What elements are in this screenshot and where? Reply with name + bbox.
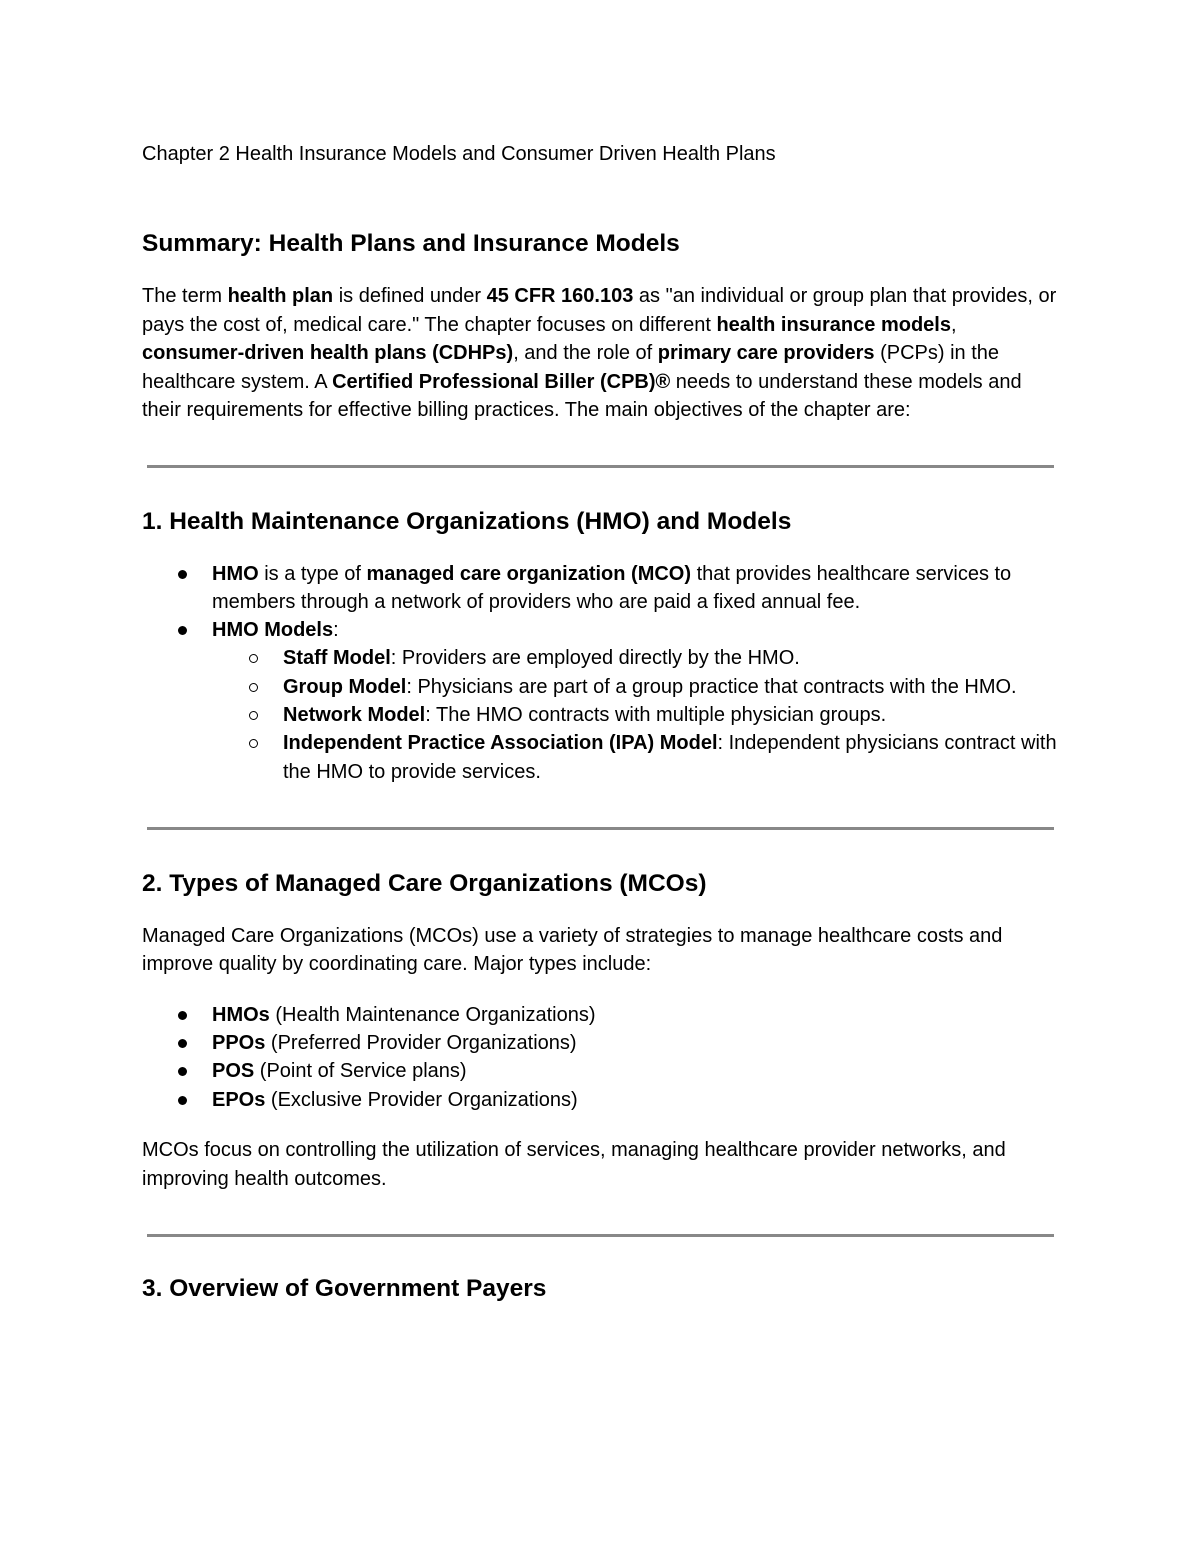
- bullet-icon: [178, 570, 187, 579]
- hmo-models-list: [212, 644, 1058, 785]
- list-item: EPOs (Exclusive Provider Organizations): [142, 1086, 1058, 1114]
- hollow-bullet-icon: [249, 711, 258, 720]
- list-item: HMOs (Health Maintenance Organizations): [142, 1001, 1058, 1029]
- hmo-list: [142, 560, 1058, 786]
- section-2-heading: 2. Types of Managed Care Organizations (MCOs): [142, 869, 707, 897]
- list-item: Independent Practice Association (IPA) Model: Independent physicians contract with the HMO to provide services.: [212, 729, 1058, 786]
- list-item: HMO is a type of managed care organization (MCO) that provides healthcare services to members through a network of providers who are paid a fixed annual fee.: [142, 560, 1058, 617]
- section-1-heading: 1. Health Maintenance Organizations (HMO) and Models: [142, 507, 792, 535]
- bullet-icon: [178, 1067, 187, 1076]
- bullet-icon: [178, 1011, 187, 1020]
- list-item: Staff Model: Providers are employed directly by the HMO.: [212, 644, 1058, 672]
- horizontal-divider: [147, 1234, 1054, 1237]
- document-page: [142, 140, 1058, 1305]
- hollow-bullet-icon: [249, 654, 258, 663]
- document-title: Chapter 2 Health Insurance Models and Consumer Driven Health Plans: [142, 143, 776, 165]
- summary-paragraph: The term health plan is defined under 45 CFR 160.103 as "an individual or group plan that provides, or pays the cost of, medical care." The chapter focuses on different health insurance models, consumer-driven health plans (CDHPs), and the role of primary care providers (PCPs) in the healthcare system. A Certified Professional Biller (CPB)® needs to understand these models and their requirements for effective billing practices. The main objectives of the chapter are:: [142, 285, 1057, 421]
- section-2-outro: MCOs focus on controlling the utilization of services, managing healthcare provider networks, and improving health outcomes.: [142, 1139, 1006, 1190]
- list-item: HMO Models: Staff Model: Providers are employed directly by the HMO. Group Model: Physicians are part of a group practice that contracts with the HMO. Network Model: The HMO contracts with multiple physician groups. Independent Practice Association (IPA) Model: Independent physicians contract with the HMO to provide services.: [142, 616, 1058, 786]
- list-item: POS (Point of Service plans): [142, 1057, 1058, 1085]
- horizontal-divider: [147, 827, 1054, 830]
- mco-types-list: [142, 1001, 1058, 1114]
- horizontal-divider: [147, 465, 1054, 468]
- hollow-bullet-icon: [249, 739, 258, 748]
- section-2-intro: Managed Care Organizations (MCOs) use a variety of strategies to manage healthcare costs and improve quality by coordinating care. Major types include:: [142, 924, 1003, 976]
- list-item: Network Model: The HMO contracts with multiple physician groups.: [212, 701, 1058, 729]
- bullet-icon: [178, 1096, 187, 1105]
- section-3-heading: 3. Overview of Government Payers: [142, 1275, 547, 1303]
- summary-heading: Summary: Health Plans and Insurance Models: [142, 230, 680, 257]
- list-item: PPOs (Preferred Provider Organizations): [142, 1029, 1058, 1057]
- bullet-icon: [178, 1039, 187, 1048]
- hollow-bullet-icon: [249, 683, 258, 692]
- bullet-icon: [178, 626, 187, 635]
- list-item: Group Model: Physicians are part of a group practice that contracts with the HMO.: [212, 673, 1058, 701]
